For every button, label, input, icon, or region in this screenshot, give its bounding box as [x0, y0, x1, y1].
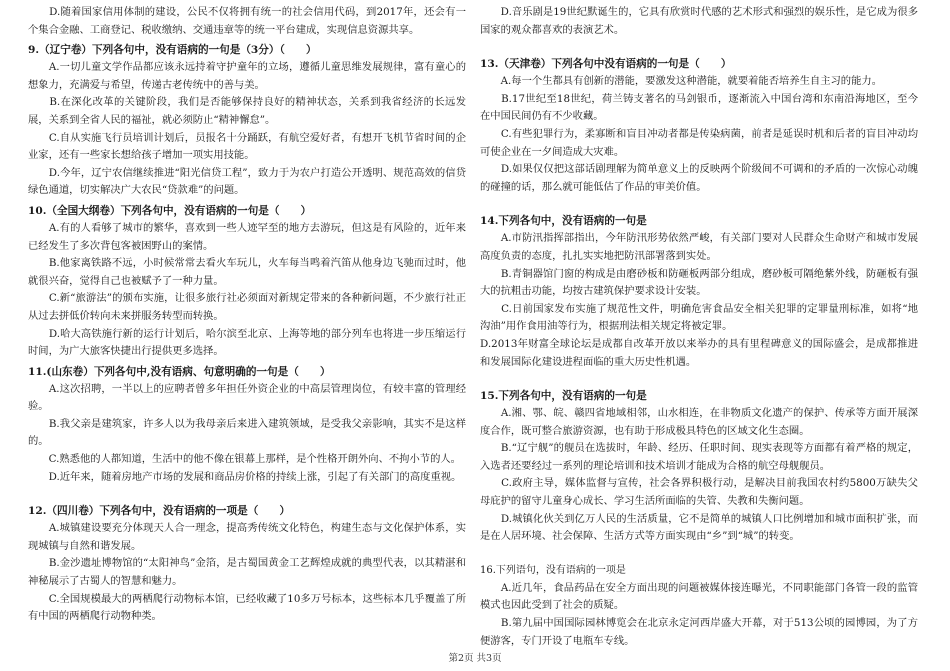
option-paragraph: A.这次招聘，一半以上的应聘者曾多年担任外资企业的中高层管理岗位，有较丰富的管理经验。: [28, 382, 466, 413]
spacer: [480, 371, 918, 385]
question-heading: 12.（四川卷）下列各句中，没有语病的一项是（ ）: [28, 505, 291, 518]
option-paragraph: A.一切儿童文学作品都应该永远持着守护童年的立场，遵循儿童思维发展规律，富有童心的想象力，充满爱与希望，传递古老传统中的善与美。: [28, 61, 466, 91]
option-paragraph: C.有些犯罪行为，柔寡断和盲目冲动者都是传染病菌，前者是延误时机和后者的盲目冲动均可使企业在一夕间造成大灾难。: [480, 127, 918, 158]
option-paragraph: B.他家离铁路不远，小时候常常去看火车玩儿，火车每当鸣着汽笛从他身边飞驰而过时，他就很兴奋，觉得自己也被赋予了一种力量。: [28, 257, 466, 287]
option-paragraph: A.有的人看够了城市的繁华，喜欢到一些人迹罕至的地方去游玩，但这是有风险的，近年来已经发生了多次背包客被困野山的案情。: [28, 221, 466, 252]
option-paragraph: B.17世纪至18世纪，荷兰铸支著名的马剑银币，逐渐流入中国台湾和东南沿海地区，至今在中国民间仍有不少收藏。: [480, 92, 918, 123]
option-paragraph: A.市防汛指挥部指出，今年防汛形势依然严峻，有关部门要对人民群众生命财产和城市发展高度负责的态度，扎扎实实地把防汛部署落到实处。: [480, 232, 918, 262]
option-paragraph: D.哈大高铁施行新的运行计划后，哈尔滨至北京、上海等地的部分列车也将进一步压缩运行时间，为广大旅客快捷出行提供更多选择。: [28, 327, 466, 358]
spacer: [480, 546, 918, 560]
option-paragraph: D.音乐剧是19世纪默诞生的，它具有欣赏时代感的艺术形式和强烈的娱乐性，是它成为很多国家的观众都喜欢的表演艺术。: [480, 6, 918, 36]
spacer: [480, 39, 918, 53]
option-paragraph: A.城镇建设要充分体现天人合一理念，提高秀传统文化特色，构建生态与文化保护体系，实现城镇与自然和谐发展。: [28, 522, 466, 552]
option-paragraph: D.近年来，随着房地产市场的发展和商品房价格的持续上涨，引起了有关部门的高度重视。: [28, 470, 462, 483]
option-paragraph: B.“辽宁舰”的舰员在选拔时，年龄、经历、任职时间、现实表现等方面都有着严格的规定，入选者还要经过一系列的理论培训和技术培训才能成为合格的航空母舰舰员。: [480, 442, 918, 472]
option-paragraph: C.新“旅游法”的颁布实施，让很多旅行社必须面对新规定带来的各种新问题，不少旅行社正从过去拼低价转向未来拼服务转型而转换。: [28, 292, 466, 322]
option-paragraph: C.全国规模最大的两栖爬行动物标本馆，已经收藏了10多万号标本，这些标本几乎覆盖了所有中国的两栖爬行动物种类。: [28, 592, 466, 623]
question-heading: 13.（天津卷）下列各句中没有语病的一句是（ ）: [480, 58, 732, 71]
option-paragraph: B.金沙遗址博物馆的“太阳神鸟”金箔，是古蜀国黄金工艺辉煌成就的典型代表，以其精湛和神秘展示了古蜀人的智慧和魅力。: [28, 557, 466, 588]
question-heading: 10.（全国大纲卷）下列各句中，没有语病的一句是（ ）: [28, 204, 312, 217]
option-paragraph: B.青铜器馆门窗的构成是由磨砂板和防砸板两部分组成，磨砂板可隔绝紫外线，防砸板有强大的抗粗击功能，均按古建筑保护要求设计安装。: [480, 267, 918, 298]
page-footer: 第2页 共3页: [448, 653, 502, 664]
question-heading: 15.下列各句中，没有语病的一句是: [480, 390, 647, 403]
option-paragraph: C.政府主导，媒体监督与宣传，社会各界积极行动，是解决目前我国农村约5800万缺失父母庇护的留守儿童身心成长、学习生活所面临的失管、失教和失衡问题。: [480, 477, 918, 508]
option-paragraph: B.在深化改革的关键阶段，我们是否能够保持良好的精神状态，关系到我省经济的长远发展，关系到全省人民的福祉，就必须防止“精神懈怠”。: [28, 96, 466, 126]
option-paragraph: D.今年，辽宁农信继续推进“阳光信贷工程”，致力于为农户打造公开透明、规范高效的信贷绿色通道，切实解决广大农民“贷款难”的问题。: [28, 166, 466, 197]
option-paragraph: D.如果仅仅把这部话剧理解为简单意义上的反映两个阶级间不可调和的矛盾的一次惊心动魄的碰撞的话，那么就可能低估了作品的审美价值。: [480, 163, 918, 193]
spacer: [480, 196, 918, 210]
option-paragraph: B.第九届中国国际园林博览会在北京永定河西岸盛大开幕，对于513公顷的园博园，为了方便游客，专门开设了电瓶车专线。: [480, 617, 918, 647]
option-paragraph: D.随着国家信用体制的建设，公民不仅将拥有统一的社会信用代码，到2017年，还会有一个集合金融、工商登记、税收缴纳、交通违章等的统一平台建成，实现信息资源共享。: [28, 6, 466, 36]
question-heading: 11.(山东卷）下列各句中,没有语病、句意明确的一句是（ ）: [28, 365, 331, 378]
option-paragraph: B.我父亲是建筑家，许多人以为我母亲后来进入建筑领域，是受我父亲影响，其实不是这样的。: [28, 417, 466, 448]
right-column: [480, 4, 918, 650]
spacer: [28, 486, 466, 500]
option-paragraph: D.城镇化伙关到亿万人民的生活质量，它不是简单的城镇人口比例增加和城市面积扩张，而是在人居环境、社会保障、生活方式等方面实现由“乡”到“城”的转变。: [480, 512, 918, 543]
left-column: [28, 4, 466, 626]
option-paragraph: D.2013年财富全球论坛是成都自改革开放以来举办的具有里程碑意义的国际盛会，是成都推进和发展国际化建设进程面临的重大历史性机遇。: [480, 337, 918, 368]
option-paragraph: A.每一个生都具有创新的潜能，要激发这种潜能，就要着能否培养生自主习的能力。: [480, 75, 882, 88]
option-paragraph: C.熟悉他的人都知道，生活中的他不像在银幕上那样，是个性格开朗外向、不拘小节的人。: [28, 453, 461, 466]
option-paragraph: C.日前国家发布实施了规范性文件，明确危害食品安全相关犯罪的定罪量刑标准，如将“地沟油”用作食用油等行为，根据刑法相关规定将被定罪。: [480, 302, 918, 333]
option-paragraph: C.自从实施飞行员培训计划后，员报名十分踊跃，有航空爱好者，有想开飞机节省时间的企业家，还有一些家长想给孩子增加一项实用技能。: [28, 131, 466, 162]
option-paragraph: A.近几年，食品药品在安全方面出现的问题被媒体接连曝光，不同职能部门各管一段的监管模式也因此受到了社会的质疑。: [480, 581, 918, 612]
option-paragraph: A.湘、鄂、皖、赣四省地域相邻，山水相连，在非物质文化遗产的保护、传承等方面开展深度合作，既可整合旅游资源，也有助于形成极具特色的区域文化生态圈。: [480, 407, 918, 437]
question-heading: 16.下列语句，没有语病的一项是: [480, 564, 626, 576]
question-heading: 9.（辽宁卷）下列各句中，没有语病的一句是（3分）（ ）: [28, 44, 317, 57]
question-heading: 14.下列各句中，没有语病的一句是: [480, 215, 647, 228]
